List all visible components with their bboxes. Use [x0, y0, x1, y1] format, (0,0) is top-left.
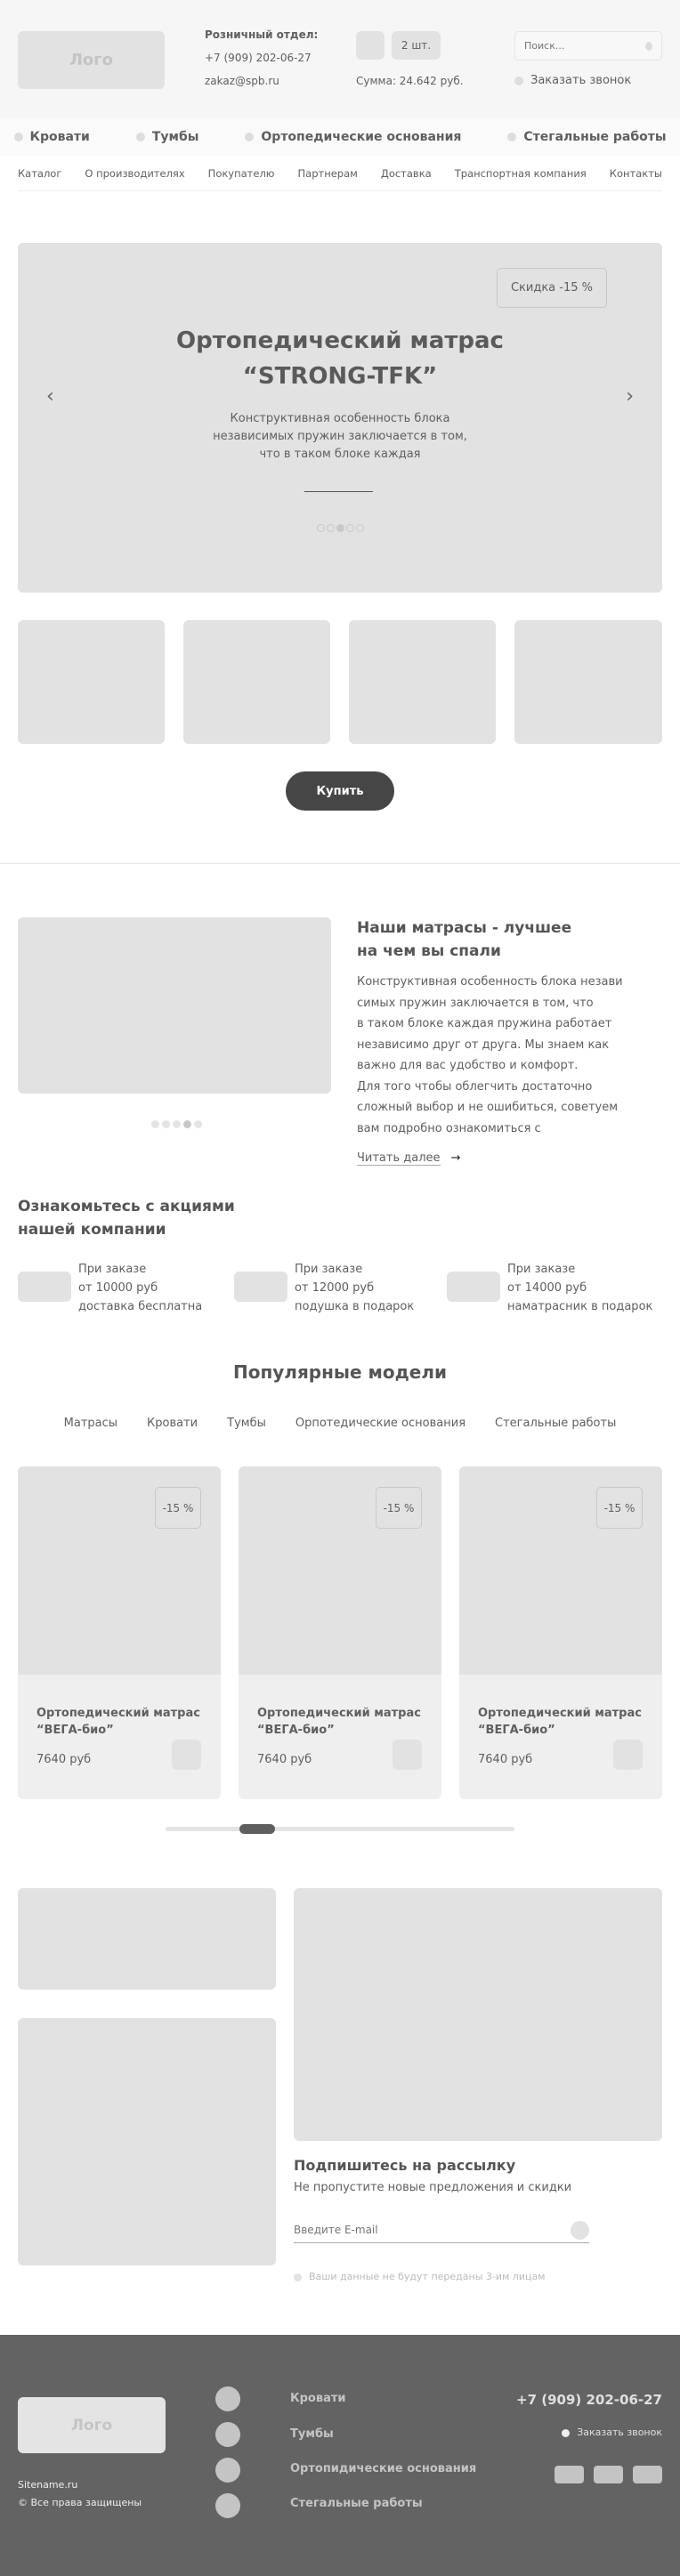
promo-line: от 12000 руб — [295, 1281, 375, 1295]
slide-dot[interactable] — [356, 524, 364, 532]
search-field[interactable] — [514, 31, 662, 61]
social-icon[interactable] — [633, 2466, 662, 2483]
link-delivery[interactable]: Доставка — [380, 166, 432, 180]
category-tab[interactable]: Орпотедические основания — [295, 1417, 466, 1430]
section-divider — [0, 863, 680, 864]
beds-icon — [14, 133, 23, 141]
header-email[interactable]: zakaz@spb.ru — [205, 75, 279, 87]
banner-placeholder — [18, 2018, 276, 2265]
product-image[interactable] — [18, 1466, 221, 1675]
category-tab[interactable]: Тумбы — [227, 1417, 266, 1430]
link-manufacturers[interactable]: О производителях — [85, 166, 185, 180]
search-icon[interactable] — [645, 42, 652, 51]
discount-badge: -15 % — [155, 1487, 201, 1529]
read-more-label: Читать далее — [357, 1151, 441, 1165]
quilting-icon — [215, 2493, 240, 2518]
banner-placeholder — [18, 1888, 276, 1990]
promo-title — [18, 1195, 235, 1241]
site-name: Sitename.ru — [18, 2479, 78, 2491]
slide-dot[interactable] — [162, 1120, 170, 1128]
about-text-line: вам подробно ознакомиться с — [357, 1121, 541, 1135]
phone-icon — [562, 2429, 570, 2437]
thumbnail[interactable] — [514, 620, 662, 744]
about-dots — [151, 1120, 202, 1128]
product-price: 7640 руб — [257, 1753, 312, 1766]
category-tab[interactable]: Кровати — [147, 1417, 198, 1430]
footer-callback[interactable] — [562, 2427, 662, 2438]
phone-icon — [514, 77, 523, 85]
nav-label: Стегальные работы — [523, 130, 667, 144]
promo-line: доставка бесплатна — [78, 1300, 203, 1313]
footer-link-quilting[interactable]: Стегальные работы — [290, 2497, 423, 2510]
slide-dot[interactable] — [173, 1120, 181, 1128]
cart-icon[interactable] — [356, 31, 385, 60]
thumbnail[interactable] — [183, 620, 330, 744]
hero-dots — [18, 524, 662, 532]
slide-dot[interactable] — [336, 524, 344, 532]
callback-link[interactable] — [514, 74, 631, 87]
nav-item-quilting[interactable] — [507, 130, 666, 144]
hero-text: Конструктивная особенность блока — [230, 412, 450, 425]
promo-line: от 14000 руб — [507, 1281, 587, 1295]
about-text-line: важно для вас удобство и комфорт. — [357, 1059, 579, 1072]
about-image — [18, 917, 331, 1094]
checkbox-icon[interactable] — [294, 2273, 302, 2281]
about-text-line: в таком блоке каждая пружина работает — [357, 1017, 612, 1030]
copyright: © Все права защищены — [18, 2497, 142, 2508]
base-icon — [215, 2458, 240, 2483]
search-input[interactable] — [515, 32, 631, 60]
hero-text: независимых пружин заключается в том, — [213, 430, 467, 443]
nav-label: Тумбы — [151, 130, 199, 144]
about-text-line: независимо друг от друга. Мы знаем как — [357, 1038, 610, 1052]
nav-label: Кровати — [29, 130, 90, 144]
product-name: “ВЕГА-био” — [257, 1724, 335, 1737]
slide-dot[interactable] — [327, 524, 335, 532]
nav-item-beds[interactable] — [14, 130, 90, 144]
slide-dot[interactable] — [317, 524, 325, 532]
about-text-line: Для того чтобы облегчить достаточно — [357, 1079, 593, 1094]
nightstand-icon — [215, 2422, 240, 2447]
carousel-scrollbar[interactable] — [166, 1827, 514, 1831]
product-name: “ВЕГА-био” — [478, 1724, 555, 1737]
promo-icon — [447, 1272, 500, 1302]
banner-placeholder — [294, 1888, 662, 2141]
product-card[interactable] — [18, 1466, 221, 1799]
submit-icon[interactable] — [571, 2221, 589, 2240]
promo-title-line: Ознакомьтесь с акциями — [18, 1198, 235, 1215]
promo-line: подушка в подарок — [295, 1300, 415, 1313]
about-title-line: Наши матрасы - лучшее — [357, 919, 572, 937]
logo[interactable]: Лого — [18, 31, 165, 89]
thumbnail[interactable] — [349, 620, 496, 744]
privacy-note — [294, 2271, 546, 2282]
link-catalog[interactable]: Каталог — [18, 166, 62, 180]
popular-tabs — [0, 1417, 680, 1430]
footer — [0, 2335, 680, 2576]
product-card[interactable] — [239, 1466, 441, 1799]
arrow-right-icon: → — [450, 1151, 461, 1165]
footer-logo[interactable]: Лого — [18, 2397, 166, 2453]
about-text-line: сложный выбор и не ошибиться, советуем — [357, 1101, 619, 1114]
category-tab[interactable]: Стегальные работы — [495, 1417, 617, 1430]
hero-title: Ортопедический матрас — [176, 327, 504, 354]
subscribe-title: Подпишитесь на рассылку — [294, 2157, 516, 2174]
discount-badge: -15 % — [376, 1487, 422, 1529]
header-phone[interactable]: +7 (909) 202-06-27 — [205, 52, 312, 64]
about-title — [357, 917, 571, 963]
product-image[interactable] — [459, 1466, 662, 1675]
promo-title-line: нашей компании — [18, 1221, 166, 1239]
promo-icon — [18, 1272, 71, 1302]
promo-item — [18, 1260, 231, 1317]
product-price: 7640 руб — [36, 1753, 92, 1766]
product-name: Ортопедический матрас — [478, 1707, 642, 1720]
product-card[interactable] — [459, 1466, 662, 1799]
dept-label: Розничный отдел: — [205, 28, 319, 41]
product-price: 7640 руб — [478, 1753, 533, 1766]
promo-item — [234, 1260, 448, 1317]
link-partners[interactable]: Партнерам — [297, 166, 358, 180]
beds-icon — [215, 2386, 240, 2411]
header — [0, 0, 680, 118]
slide-dot[interactable] — [346, 524, 354, 532]
nav-item-nightstands[interactable] — [136, 130, 199, 144]
hero-slider — [18, 243, 662, 593]
quilting-icon — [507, 133, 516, 141]
divider — [304, 491, 373, 492]
discount-badge: Скидка -15 % — [497, 268, 607, 308]
nav-label: Ортопедические основания — [261, 130, 462, 144]
read-more-link[interactable] — [357, 1151, 461, 1165]
product-name: Ортопедический матрас — [257, 1707, 421, 1720]
subscribe-subtitle: Не пропустите новые предложения и скидки — [294, 2181, 572, 2194]
about-title-line: на чем вы спали — [357, 942, 501, 960]
link-buyer[interactable]: Покупателю — [207, 166, 275, 180]
slide-dot[interactable] — [194, 1120, 202, 1128]
nav-item-bases[interactable] — [245, 130, 461, 144]
scrollbar-thumb[interactable] — [239, 1824, 275, 1834]
thumbnail[interactable] — [18, 620, 165, 744]
popular-title: Популярные модели — [232, 1361, 448, 1383]
promo-line: При заказе — [78, 1263, 147, 1276]
add-to-cart-icon[interactable] — [613, 1740, 643, 1770]
link-transport[interactable]: Транспортная компания — [454, 166, 587, 180]
footer-link-nightstands[interactable]: Тумбы — [290, 2427, 334, 2441]
cart-sum: Сумма: 24.642 руб. — [356, 75, 464, 87]
product-name: “ВЕГА-био” — [36, 1724, 114, 1737]
about-text-line: симых пружин заключается в том, что — [357, 996, 594, 1010]
category-tab[interactable]: Матрасы — [63, 1417, 118, 1430]
about-text-line: Конструктивная особенность блока незави — [357, 975, 623, 989]
chevron-left-icon[interactable]: ‹ — [46, 385, 54, 408]
discount-badge: -15 % — [596, 1487, 643, 1529]
product-image[interactable] — [239, 1466, 441, 1675]
slide-dot[interactable] — [151, 1120, 159, 1128]
link-contacts[interactable]: Контакты — [609, 166, 662, 180]
promo-icon — [234, 1272, 287, 1302]
footer-phone[interactable]: +7 (909) 202-06-27 — [516, 2392, 662, 2408]
footer-link-beds[interactable]: Кровати — [290, 2392, 346, 2405]
add-to-cart-icon[interactable] — [172, 1740, 201, 1770]
top-links — [18, 156, 662, 191]
chevron-right-icon[interactable]: › — [626, 385, 634, 408]
promo-line: При заказе — [295, 1263, 363, 1276]
footer-link-bases[interactable]: Ортопидические основания — [290, 2462, 477, 2475]
cart-count[interactable]: 2 шт. — [392, 31, 441, 60]
social-icon[interactable] — [555, 2466, 584, 2483]
base-icon — [245, 133, 254, 141]
nightstand-icon — [136, 133, 145, 141]
callback-label: Заказать звонок — [530, 74, 632, 87]
product-name: Ортопедический матрас — [36, 1707, 200, 1720]
privacy-label: Ваши данные не будут переданы 3-им лицам — [309, 2271, 546, 2282]
promo-item — [447, 1260, 660, 1317]
slide-dot[interactable] — [183, 1120, 191, 1128]
buy-button[interactable]: Купить — [286, 771, 394, 811]
add-to-cart-icon[interactable] — [393, 1740, 422, 1770]
category-nav — [0, 118, 680, 156]
email-input[interactable] — [294, 2217, 552, 2242]
promo-line: от 10000 руб — [78, 1281, 158, 1295]
social-icon[interactable] — [594, 2466, 623, 2483]
promo-line: наматрасник в подарок — [507, 1300, 653, 1313]
about-text — [357, 972, 623, 1139]
callback-label: Заказать звонок — [577, 2427, 662, 2438]
promo-line: При заказе — [507, 1263, 576, 1276]
hero-title-2: “STRONG-TFK” — [242, 363, 438, 390]
hero-text: что в таком блоке каждая — [259, 448, 421, 461]
email-field[interactable] — [294, 2217, 589, 2243]
